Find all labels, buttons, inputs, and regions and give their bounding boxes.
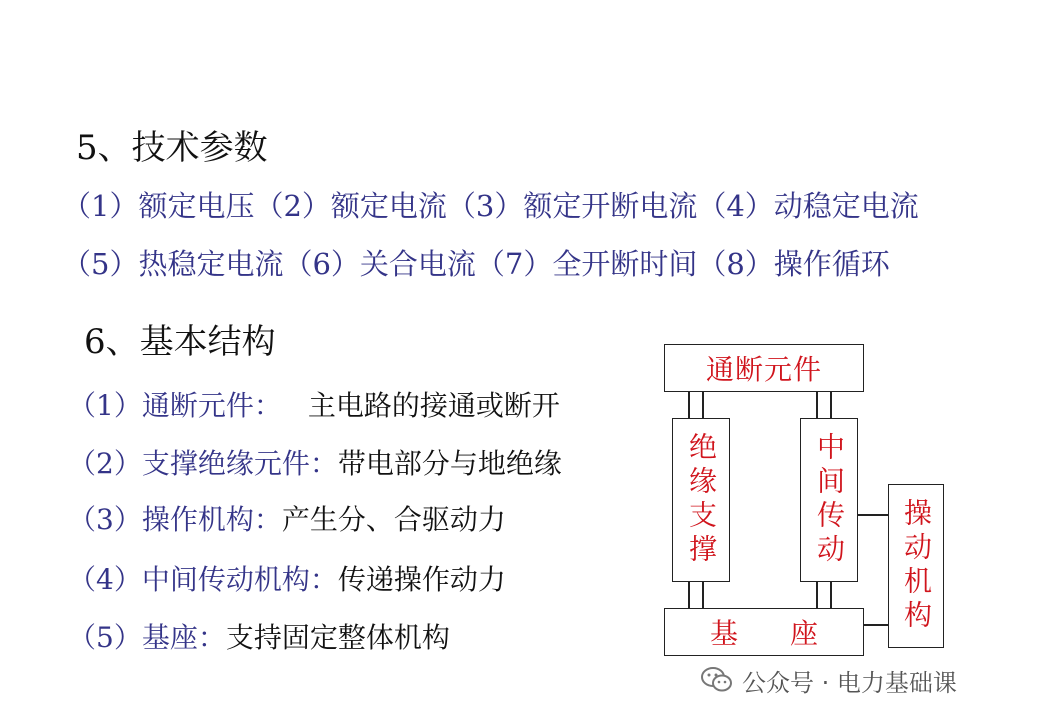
structure-item-label: （5）基座： — [68, 621, 226, 654]
diagram-box-base-label: 基座 — [709, 617, 870, 650]
structure-item-label: （3）操作机构： — [68, 503, 282, 536]
connector-line — [816, 582, 818, 608]
structure-item — [68, 558, 506, 598]
param-line-1: （1）额定电压（2）额定电流（3）额定开断电流（4）动稳定电流 — [62, 189, 919, 223]
structure-item-label: （4）中间传动机构： — [68, 563, 338, 596]
connector-line — [816, 392, 818, 418]
connector-line — [830, 582, 832, 608]
structure-item-desc: 主电路的接通或断开 — [307, 389, 560, 422]
diagram-box-base — [664, 608, 870, 656]
watermark-text: 公众号 · 电力基础课 — [742, 668, 957, 697]
structure-item — [68, 616, 450, 656]
structure-item-desc: 带电部分与地绝缘 — [337, 447, 562, 480]
connector-line — [830, 392, 832, 418]
connector-line — [688, 392, 690, 418]
structure-item-label: （2）支撑绝缘元件： — [68, 447, 338, 480]
connector-line — [688, 582, 690, 608]
connector-line — [858, 514, 888, 516]
structure-item-desc: 支持固定整体机构 — [225, 621, 450, 654]
structure-item — [68, 384, 560, 424]
diagram-box-switching-element: 通断元件 — [664, 344, 864, 392]
connector-line — [702, 392, 704, 418]
section6-title: 6、基本结构 — [84, 322, 276, 362]
connector-line — [702, 582, 704, 608]
structure-item-desc: 传递操作动力 — [337, 563, 506, 596]
watermark — [700, 662, 957, 698]
structure-item — [68, 442, 562, 482]
param-line-2: （5）热稳定电流（6）关合电流（7）全开断时间（8）操作循环 — [62, 247, 890, 281]
structure-item-desc: 产生分、合驱动力 — [281, 503, 506, 536]
section5-title: 5、技术参数 — [76, 128, 268, 168]
structure-item — [68, 498, 506, 538]
diagram-box-intermediate-transmission: 中间传动 — [800, 418, 858, 582]
diagram-box-insulation-support: 绝缘支撑 — [672, 418, 730, 582]
diagram-box-operating-mechanism: 操动机构 — [888, 484, 944, 648]
structure-item-label: （1）通断元件： — [68, 389, 282, 422]
wechat-icon — [700, 665, 734, 695]
